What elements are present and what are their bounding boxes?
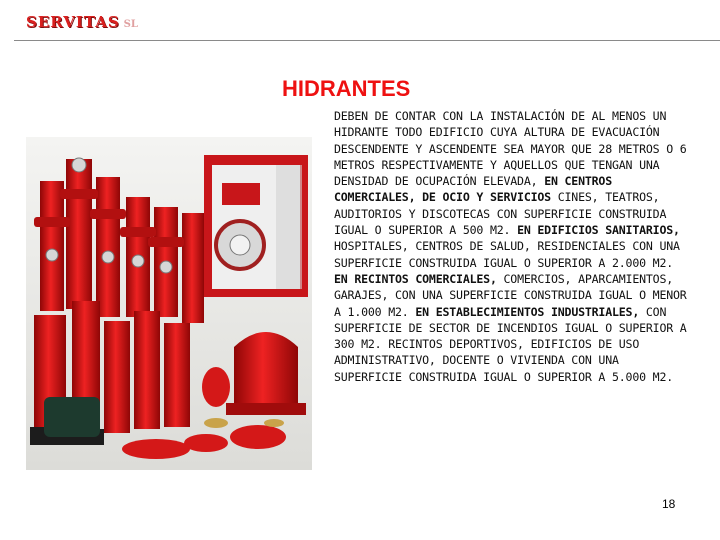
body-paragraph [334,108,690,385]
company-logo [26,13,138,31]
body-text-bold-ocio: EN CENTROS COMERCIALES, DE OCIO Y SERVICIOS [334,174,612,205]
fire-hydrants-photo-icon [26,137,312,470]
logo-wordmark: SERVITAS [26,13,120,31]
slide-title: HIDRANTES [282,76,411,101]
body-text-bold-sanitarios: EN EDIFICIOS SANITARIOS, [517,223,680,238]
body-text-bold-industriales: EN ESTABLECIMIENTOS INDUSTRIALES, [415,304,640,319]
body-text-ocio-details: CINES, TEATROS, AUDITORIOS Y DISCOTECAS CON SUPERFICIE CONSTRUIDA IGUAL O SUPERIOR A 500 M2. [334,190,667,238]
body-text-bold-comerciales: EN RECINTOS COMERCIALES, [334,271,497,286]
body-text-comerciales-details: COMERCIOS, APARCAMIENTOS, GARAJES, CON UNA SUPERFICIE CONSTRUIDA IGUAL O MENOR A 1.000 M2. [334,271,687,319]
header-divider [14,40,720,41]
page-number: 18 [662,497,676,511]
body-text-intro: DEBEN DE CONTAR CON LA INSTALACIÓN DE AL MENOS UN HIDRANTE TODO EDIFICIO CUYA ALTURA DE EVACUACIÓN DESCENDENTE Y ASCENDENTE SEA MAYOR QUE 28 METROS O 6 METROS RESPECTIVAMENTE Y AQUELLOS QUE TENGAN UNA DENSIDAD DE OCUPACIÓN ELEVADA, [334,109,687,189]
body-text-sanitarios-details: HOSPITALES, CENTROS DE SALUD, RESIDENCIALES CON UNA SUPERFICIE CONSTRUIDA IGUAL O SUPERIOR A 2.000 M2. [334,239,680,270]
body-text-industriales-details: CON SUPERFICIE DE SECTOR DE INCENDIOS IGUAL O SUPERIOR A 300 M2. RECINTOS DEPORTIVOS, EDIFICIOS DE USO ADMINISTRATIVO, DOCENTE O VIVIENDA CON UNA SUPERFICIE CONSTRUIDA IGUAL O SUPERIOR A 5.000 M2. [334,304,687,384]
logo-suffix: SL [123,19,138,30]
